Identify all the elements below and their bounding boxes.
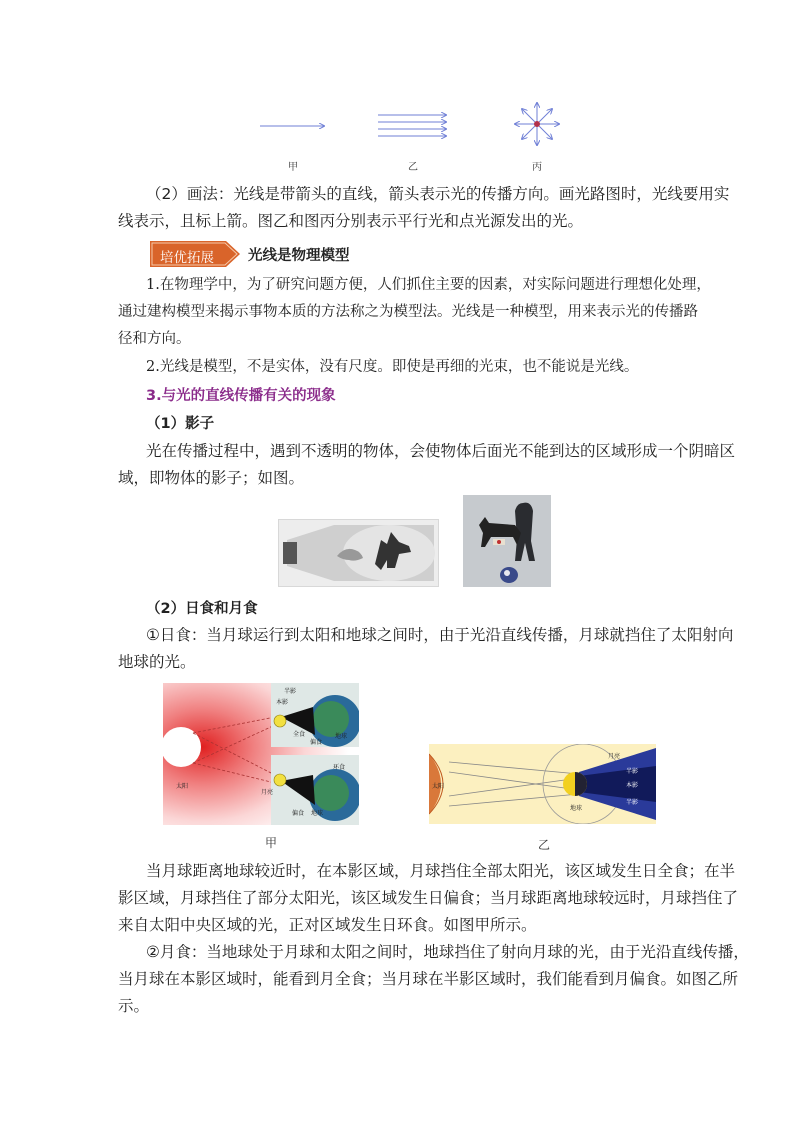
shadow-text-line-1: 光在传播过程中，遇到不透明的物体，会使物体后面光不能到达的区域形成一个阴暗区 [146, 442, 736, 460]
lunar-eclipse-figure [429, 744, 656, 824]
caption-bing: 丙 [532, 162, 542, 173]
eclipse-heading: （2）日食和月食 [146, 601, 258, 617]
lunar-text-line-3: 示。 [118, 997, 150, 1015]
section3-heading: 3.与光的直线传播有关的现象 [146, 388, 336, 404]
solar-label-benying: 本影 [276, 699, 289, 706]
lunar-text-line-2: 当月球在本影区域时，能看到月全食；当月球在半影区域时，我们能看到月偏食。如图乙所 [118, 970, 739, 988]
solar-label-banying: 半影 [284, 688, 297, 695]
solar-label-pianshi: 偏食 [310, 739, 323, 746]
lunar-label-diqiu: 地球 [570, 805, 583, 812]
solar-text-line-1: ①日食：当月球运行到太阳和地球之间时，由于光沿直线传播，月球就挡住了太阳射向 [146, 626, 734, 644]
extension-p2: 2.光线是模型，不是实体，没有尺度。即使是再细的光束，也不能说是光线。 [146, 359, 639, 375]
solar-label-yueliang: 月亮 [261, 789, 274, 796]
point-source-rays [515, 103, 559, 145]
drawing-method-line-2: 线表示，且标上箭。图乙和图丙分别表示平行光和点光源发出的光。 [118, 212, 584, 230]
lunar-label-taiyang: 太阳 [432, 783, 445, 790]
solar-figure-caption: 甲 [265, 836, 278, 850]
solar-label-taiyang: 太阳 [176, 783, 189, 790]
shadow-heading: （1）影子 [146, 416, 215, 432]
cat-shadow-image [463, 495, 551, 587]
hand-shadow-image [278, 519, 439, 587]
solar-label-diqiu: 地球 [335, 733, 348, 740]
drawing-method-line-1: （2）画法：光线是带箭头的直线，箭头表示光的传播方向。画光路图时，光线要用实 [146, 185, 730, 203]
lunar-label-banying1: 半影 [626, 768, 639, 775]
point-source [534, 121, 540, 127]
lunar-label-banying2: 半影 [626, 799, 639, 806]
solar-label-diqiu2: 地球 [311, 810, 324, 817]
extension-p1-line-2: 通过建构模型来揭示事物本质的方法称之为模型法。光线是一种模型，用来表示光的传播路 [118, 304, 698, 320]
extension-p1-line-1: 1.在物理学中，为了研究问题方便，人们抓住主要的因素，对实际问题进行理想化处理， [146, 277, 711, 293]
lunar-text-line-1: ②月食：当地球处于月球和太阳之间时，地球挡住了射向月球的光，由于光沿直线传播， [146, 943, 749, 961]
solar-label-huanshi: 环食 [333, 764, 346, 771]
extension-title: 光线是物理模型 [248, 248, 350, 264]
ray-figures [250, 98, 570, 158]
caption-yi: 乙 [408, 162, 418, 173]
extension-tag-label: 培优拓展 [160, 250, 214, 266]
shadow-text-line-2: 域，即物体的影子；如图。 [118, 469, 305, 487]
solar-eclipse-figure [163, 683, 359, 825]
lunar-label-benying: 本影 [626, 782, 639, 789]
solar-text-line-2: 地球的光。 [118, 653, 196, 671]
parallel-rays [378, 115, 446, 136]
solar-label-pianshi2: 偏食 [292, 810, 305, 817]
after-text-line-3: 来自太阳中央区域的光，正对区域发生日环食。如图甲所示。 [118, 916, 537, 934]
solar-label-quanshi: 全食 [293, 731, 306, 738]
caption-jia: 甲 [288, 162, 298, 173]
lunar-label-yueliang: 月亮 [608, 753, 621, 760]
lunar-figure-caption: 乙 [538, 838, 551, 852]
after-text-line-1: 当月球距离地球较近时，在本影区域，月球挡住全部太阳光，该区域发生日全食；在半 [146, 862, 736, 880]
extension-p1-line-3: 径和方向。 [118, 331, 191, 347]
after-text-line-2: 影区域，月球挡住了部分太阳光，该区域发生日偏食；当月球距离地球较远时，月球挡住了 [118, 889, 739, 907]
